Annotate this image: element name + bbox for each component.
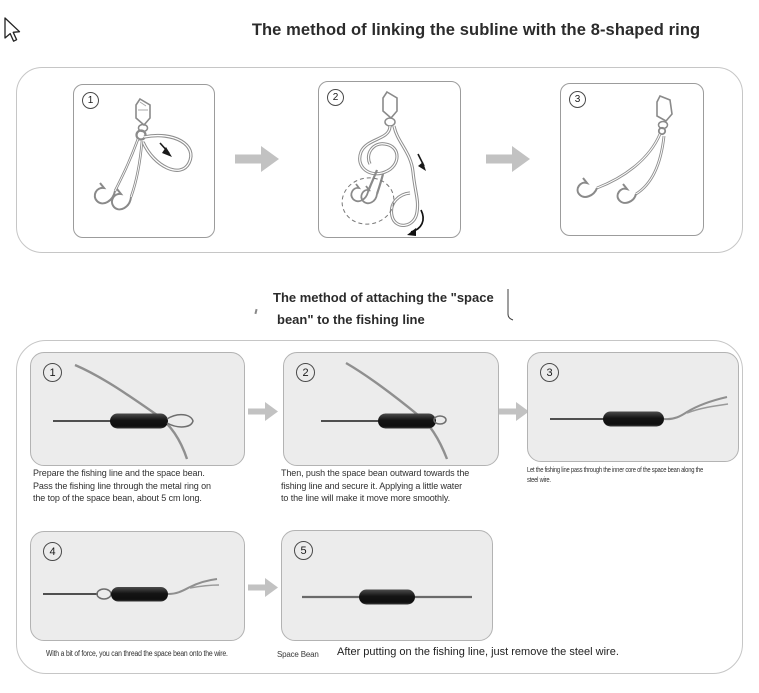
top-step-card-1: [73, 84, 215, 238]
stray-line-mark: [498, 286, 518, 326]
final-note: After putting on the fishing line, just remove the steel wire.: [337, 646, 619, 658]
arrow-right-icon: [499, 402, 529, 421]
top-step-card-3: [560, 83, 704, 236]
step-number-badge: 2: [296, 363, 315, 382]
bottom-step-card-3: [527, 352, 739, 462]
space-bean-pushed-outward-illustration: [284, 353, 498, 465]
arrow-right-icon: [248, 578, 278, 597]
step-number-badge: 3: [569, 91, 586, 108]
step-caption: With a bit of force, you can thread the space bean onto the wire.: [45, 649, 228, 658]
subline-loop-pulled-through-ring-illustration: [74, 85, 214, 237]
top-section-title: The method of linking the subline with the 8-shaped ring: [251, 21, 701, 39]
finished-space-bean-on-line-illustration: [282, 531, 492, 640]
space-bean-thread-line-illustration: [31, 353, 244, 465]
stray-tick-mark: [254, 309, 257, 314]
bottom-section-title-line2: bean" to the fishing line: [277, 312, 425, 327]
bottom-section-title-line1: The method of attaching the "space: [273, 290, 494, 305]
bottom-step-card-1: [30, 352, 245, 466]
bottom-step-card-5: [281, 530, 493, 641]
mouse-cursor-icon: [2, 16, 22, 44]
step-number-badge: 4: [43, 542, 62, 561]
step-number-badge: 5: [294, 541, 313, 560]
step-caption: Prepare the fishing line and the space bean. Pass the fishing line through the metal ring on the top of the space bean, about 5 cm long.: [33, 468, 211, 503]
space-bean-label: Space Bean: [277, 650, 319, 659]
subline-wrapped-overhand-knot-illustration: [319, 82, 460, 237]
line-through-inner-core-illustration: [528, 353, 738, 461]
bean-threaded-onto-wire-illustration: [31, 532, 244, 640]
arrow-right-icon: [248, 402, 278, 421]
step-caption: Then, push the space bean outward towards the fishing line and secure it. Applying a little water to the line will make it move more smoothly.: [281, 468, 470, 503]
bottom-step-card-4: [30, 531, 245, 641]
step-number-badge: 1: [82, 92, 99, 109]
arrow-right-icon: [235, 146, 279, 172]
step-caption: Let the fishing line pass through the inner core of the space bean along the steel wire.: [527, 465, 704, 484]
bottom-section-title: [273, 287, 494, 331]
bottom-step-card-2: [283, 352, 499, 466]
step-number-badge: 3: [540, 363, 559, 382]
step-number-badge: 2: [327, 89, 344, 106]
finished-subline-rig-illustration: [561, 84, 703, 235]
step-number-badge: 1: [43, 363, 62, 382]
top-step-card-2: [318, 81, 461, 238]
arrow-right-icon: [486, 146, 530, 172]
